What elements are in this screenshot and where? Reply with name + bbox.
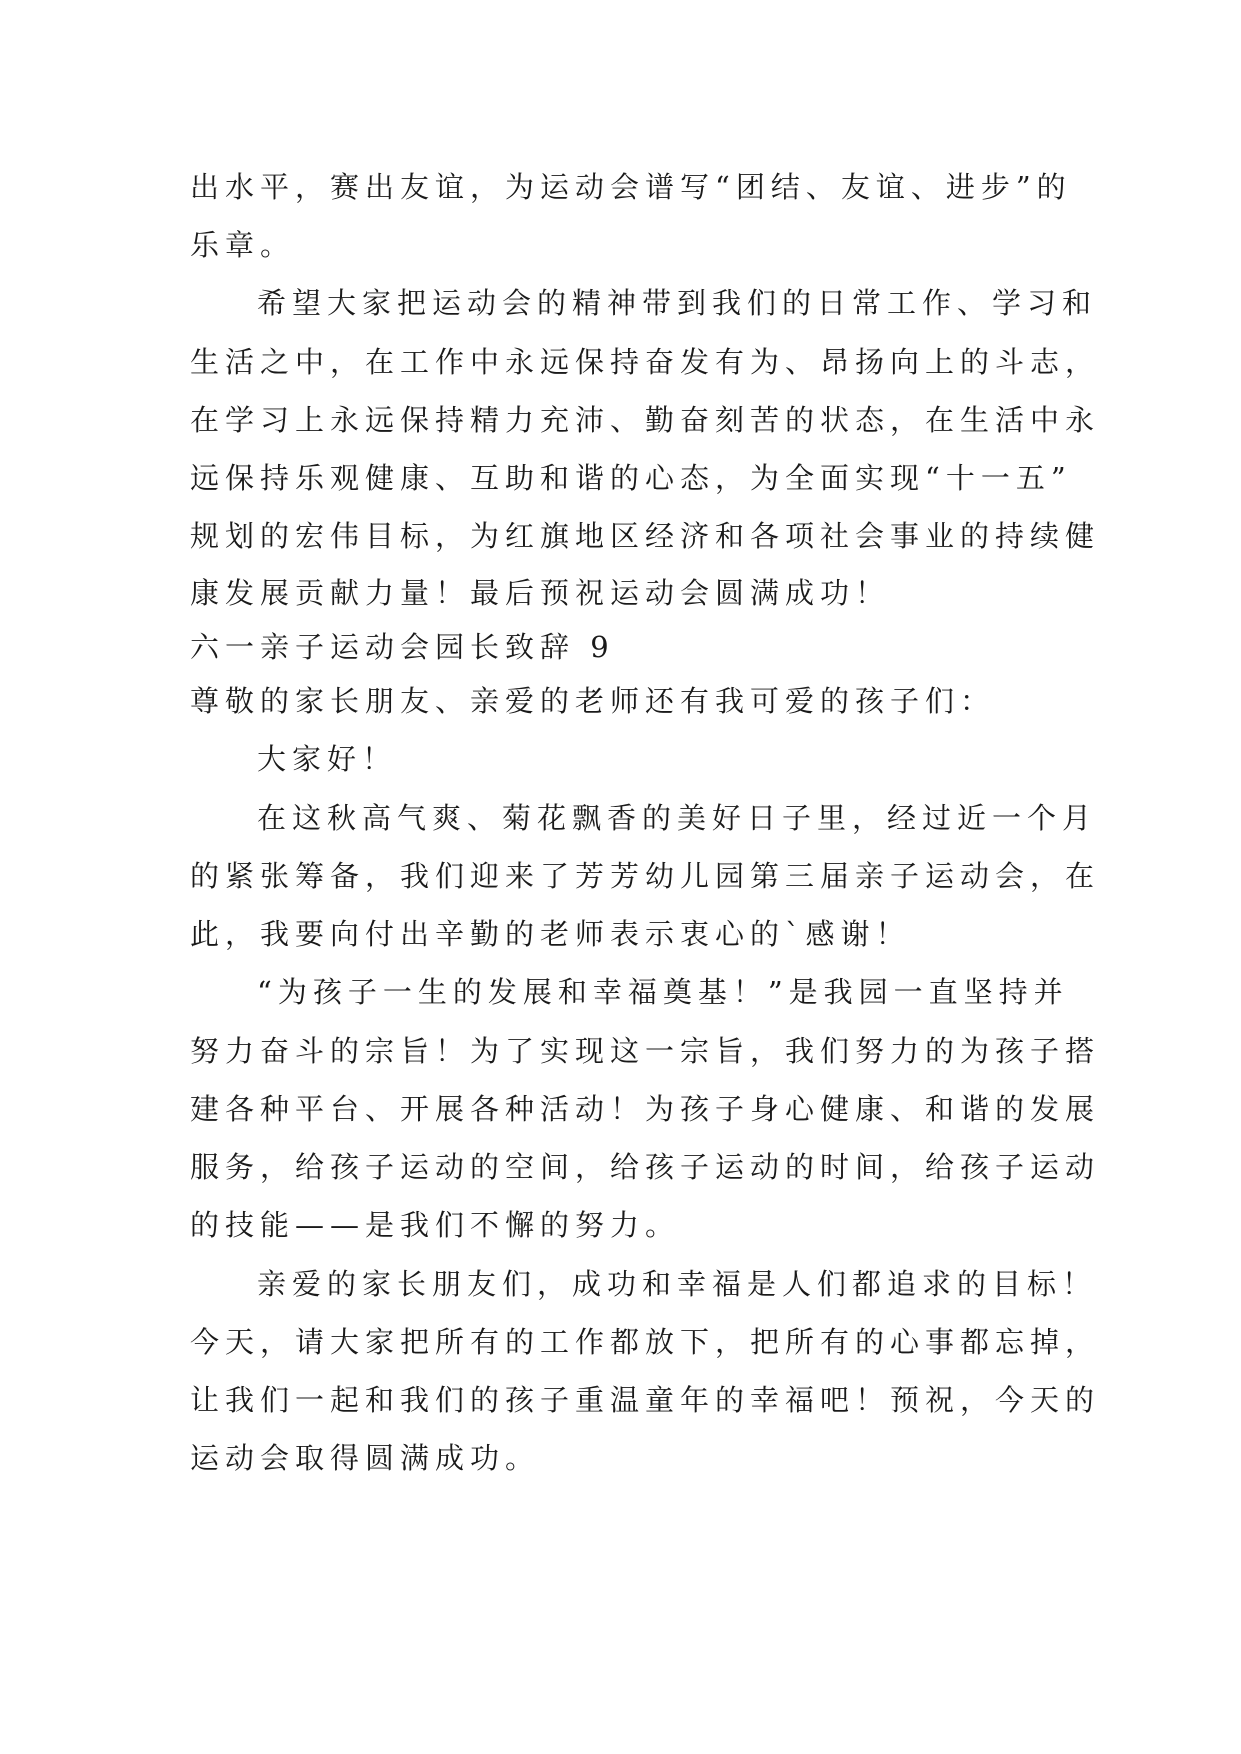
paragraph-line: 努力奋斗的宗旨！为了实现这一宗旨，我们努力的为孩子搭 (190, 1034, 1101, 1068)
paragraph-line: 运动会取得圆满成功。 (190, 1441, 541, 1475)
paragraph-line: 康发展贡献力量！最后预祝运动会圆满成功！ (190, 576, 891, 610)
paragraph-line: 规划的宏伟目标，为红旗地区经济和各项社会事业的持续健 (190, 519, 1101, 553)
paragraph-line: 乐章。 (190, 228, 296, 262)
section-heading: 六一亲子运动会园长致辞 9 (190, 630, 615, 664)
paragraph-line: 生活之中，在工作中永远保持奋发有为、昂扬向上的斗志， (190, 345, 1101, 379)
paragraph-line: 的紧张筹备，我们迎来了芳芳幼儿园第三届亲子运动会，在 (190, 859, 1101, 893)
paragraph-line: 此，我要向付出辛勤的老师表示衷心的`感谢！ (190, 917, 911, 951)
paragraph-line: 希望大家把运动会的精神带到我们的日常工作、学习和 (257, 286, 1098, 320)
paragraph-line: 的技能——是我们不懈的努力。 (190, 1208, 681, 1242)
paragraph-line: 在学习上永远保持精力充沛、勤奋刻苦的状态，在生活中永 (190, 403, 1101, 437)
paragraph-line: 服务，给孩子运动的空间，给孩子运动的时间，给孩子运动 (190, 1150, 1101, 1184)
paragraph-line: 让我们一起和我们的孩子重温童年的幸福吧！预祝，今天的 (190, 1383, 1101, 1417)
paragraph-line: 今天，请大家把所有的工作都放下，把所有的心事都忘掉， (190, 1325, 1101, 1359)
paragraph-line: 远保持乐观健康、互助和谐的心态，为全面实现“十一五” (190, 461, 1072, 495)
paragraph-line: 亲爱的家长朋友们，成功和幸福是人们都追求的目标！ (257, 1267, 1098, 1301)
greeting: 大家好！ (257, 742, 398, 776)
paragraph-line: 建各种平台、开展各种活动！为孩子身心健康、和谐的发展 (190, 1092, 1101, 1126)
salutation: 尊敬的家长朋友、亲爱的老师还有我可爱的孩子们： (190, 684, 996, 718)
paragraph-line: 出水平，赛出友谊，为运动会谱写“团结、友谊、进步”的 (190, 170, 1072, 204)
paragraph-line: “为孩子一生的发展和幸福奠基！”是我园一直坚持并 (257, 975, 1069, 1009)
paragraph-line: 在这秋高气爽、菊花飘香的美好日子里，经过近一个月 (257, 801, 1098, 835)
